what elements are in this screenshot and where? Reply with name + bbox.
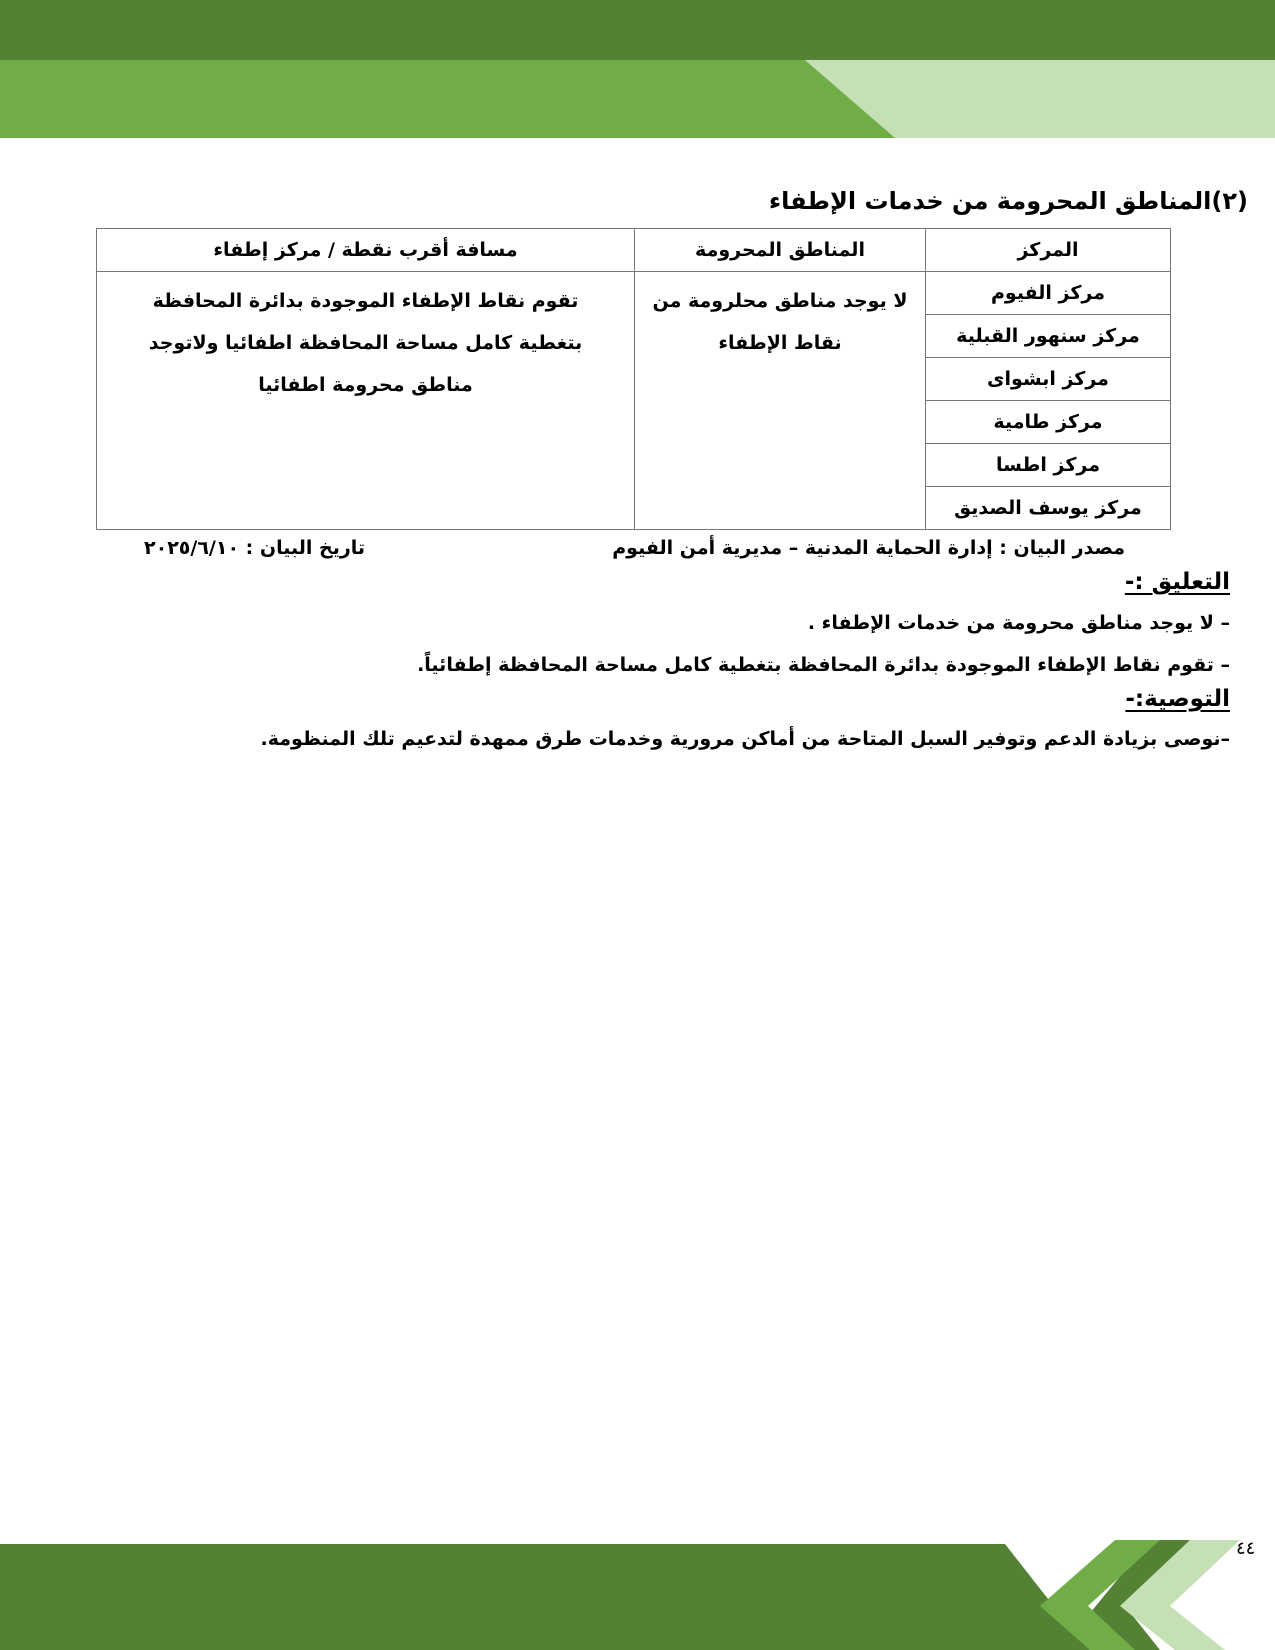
fire-services-table — [96, 228, 1171, 530]
center-cell: مركز يوسف الصديق — [926, 487, 1171, 530]
table-row — [97, 272, 1171, 315]
distance-cell: تقوم نقاط الإطفاء الموجودة بدائرة المحافظة بتغطية كامل مساحة المحافظة اطفائيا ولاتوجد مناطق محرومة اطفائيا — [97, 272, 635, 530]
footer-banner — [0, 1536, 1275, 1650]
recommendation-item: –نوصى بزيادة الدعم وتوفير السبل المتاحة من أماكن مرورية وخدمات طرق ممهدة لتدعيم تلك المنظومة. — [260, 728, 1230, 750]
center-cell: مركز اطسا — [926, 444, 1171, 487]
data-date: تاريخ البيان : ٢٠٢٥/٦/١٠ — [144, 537, 366, 559]
table-header-row — [97, 229, 1171, 272]
data-source: مصدر البيان : إدارة الحماية المدنية – مديرية أمن الفيوم — [612, 537, 1125, 559]
center-cell: مركز سنهور القبلية — [926, 315, 1171, 358]
header-distance: مسافة أقرب نقطة / مركز إطفاء — [97, 229, 635, 272]
center-cell: مركز طامية — [926, 401, 1171, 444]
section-title: (٢)المناطق المحرومة من خدمات الإطفاء — [768, 187, 1248, 215]
comment-item: – لا يوجد مناطق محرومة من خدمات الإطفاء . — [807, 612, 1230, 634]
recommendation-heading: التوصية:- — [1125, 686, 1230, 712]
comment-heading: التعليق :- — [1124, 569, 1230, 595]
page-number: ٤٤ — [1236, 1538, 1256, 1559]
header-banner — [0, 0, 1275, 140]
center-cell: مركز الفيوم — [926, 272, 1171, 315]
deprived-areas-cell: لا يوجد مناطق محلرومة من نقاط الإطفاء — [635, 272, 926, 530]
center-cell: مركز ابشواى — [926, 358, 1171, 401]
comment-item: – تقوم نقاط الإطفاء الموجودة بدائرة المحافظة بتغطية كامل مساحة المحافظة إطفائياً. — [417, 654, 1230, 676]
header-center: المركز — [926, 229, 1171, 272]
header-deprived-areas: المناطق المحرومة — [635, 229, 926, 272]
